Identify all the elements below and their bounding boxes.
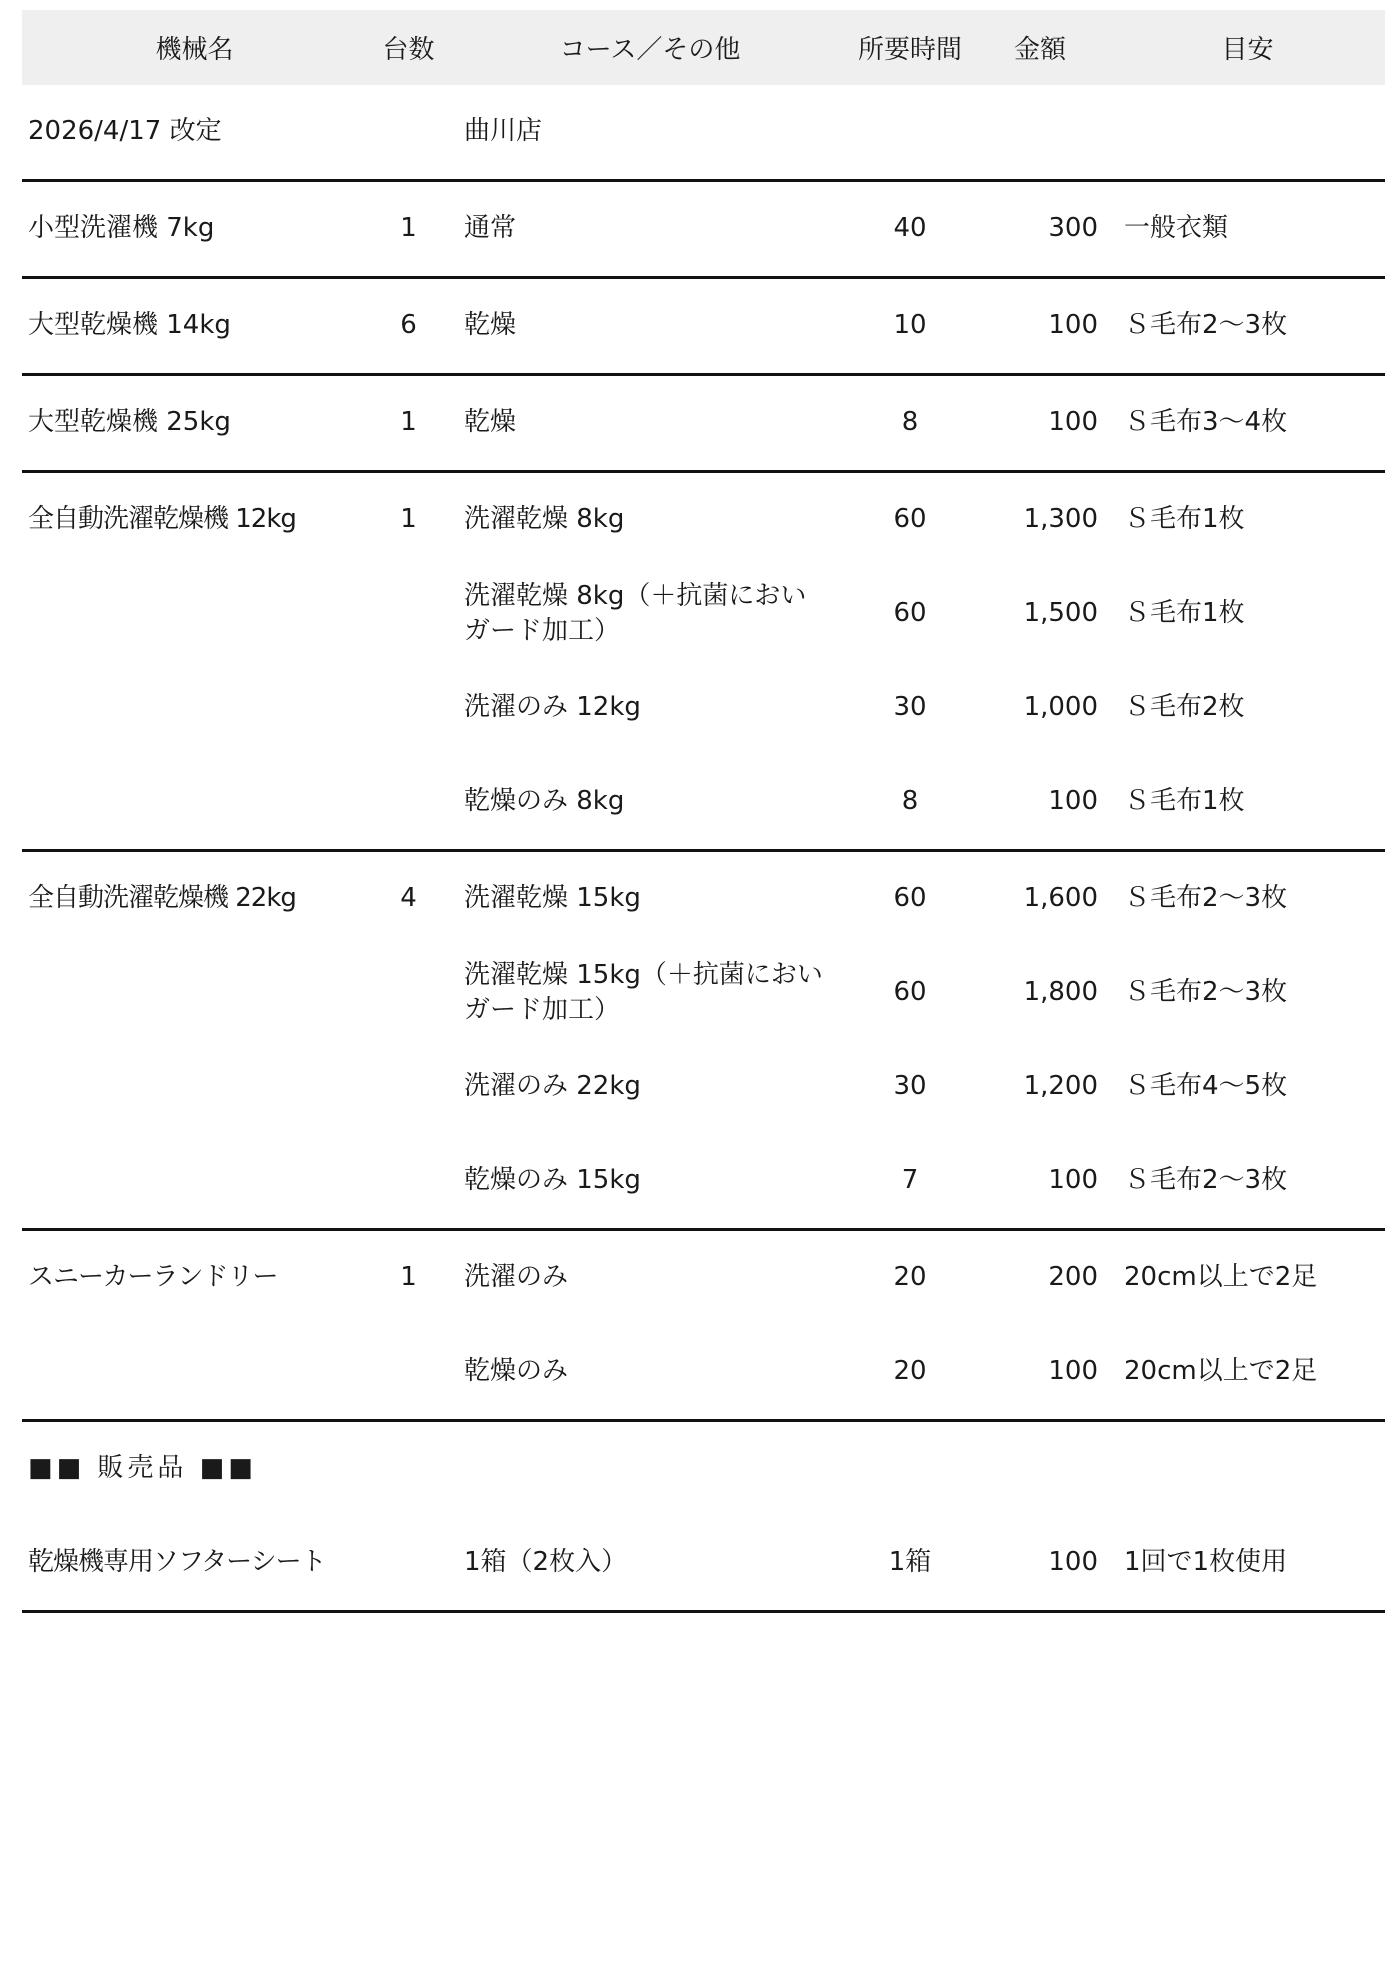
- course-name: 通常: [450, 181, 850, 278]
- header-machine: 機械名: [22, 10, 367, 85]
- time-value: 8: [850, 755, 970, 851]
- machine-count: 1: [400, 1262, 417, 1293]
- price-value: 100: [970, 278, 1110, 375]
- meta-row: [22, 85, 1385, 181]
- price-value: 1,800: [1023, 977, 1098, 1008]
- sales-heading-row: [22, 1421, 1385, 1517]
- machine-count: 4: [400, 883, 417, 914]
- table-row: [22, 946, 1385, 1040]
- header-row: [22, 10, 1385, 85]
- header-count: 台数: [367, 10, 450, 85]
- guide-text: Ｓ毛布3～4枚: [1110, 375, 1385, 472]
- course-name: 洗濯乾燥 15kg: [464, 883, 641, 914]
- guide-text: 20cm以上で2足: [1124, 1262, 1318, 1293]
- time-value: 30: [893, 692, 927, 723]
- table-row: [22, 1230, 1385, 1326]
- course-name: 乾燥: [450, 375, 850, 472]
- machine-count: 1: [367, 375, 450, 472]
- sales-heading-text: ■■ 販売品 ■■: [28, 1453, 257, 1484]
- time-value: 60: [893, 504, 927, 535]
- table-row: [22, 1040, 1385, 1134]
- time-value: 10: [850, 278, 970, 375]
- guide-text: Ｓ毛布1枚: [1110, 755, 1385, 851]
- item-course: 1箱（2枚入）: [450, 1516, 850, 1612]
- guide-text: Ｓ毛布2～3枚: [1110, 278, 1385, 375]
- table-row: [22, 278, 1385, 375]
- guide-text: Ｓ毛布4～5枚: [1124, 1071, 1288, 1102]
- time-value: 7: [850, 1134, 970, 1230]
- price-value: 100: [970, 375, 1110, 472]
- item-price: 100: [970, 1516, 1110, 1612]
- table-row: [22, 375, 1385, 472]
- guide-text: Ｓ毛布2～3枚: [1124, 977, 1288, 1008]
- item-quantity: 1箱: [850, 1516, 970, 1612]
- price-value: 200: [1048, 1262, 1098, 1293]
- course-name: 洗濯乾燥 15kg（＋抗菌においガード加工）: [464, 959, 823, 1025]
- time-value: 60: [893, 977, 927, 1008]
- sales-heading: [22, 1421, 1385, 1517]
- time-value: 20: [850, 1325, 970, 1421]
- guide-text: Ｓ毛布2～3枚: [1110, 1134, 1385, 1230]
- time-value: 8: [850, 375, 970, 472]
- price-table: [22, 10, 1385, 1613]
- machine-count: 6: [367, 278, 450, 375]
- price-value: 100: [970, 1134, 1110, 1230]
- price-value: 1,600: [1023, 883, 1098, 914]
- table-row: [22, 181, 1385, 278]
- course-name: 洗濯のみ 12kg: [464, 692, 641, 723]
- machine-count: 1: [367, 181, 450, 278]
- price-value: 300: [970, 181, 1110, 278]
- price-value: 1,000: [1023, 692, 1098, 723]
- course-name: 洗濯のみ 22kg: [464, 1071, 641, 1102]
- table-row: [22, 472, 1385, 568]
- machine-count: 1: [400, 504, 417, 535]
- guide-text: 20cm以上で2足: [1110, 1325, 1385, 1421]
- guide-text: Ｓ毛布2～3枚: [1124, 883, 1288, 914]
- header-time: 所要時間: [850, 10, 970, 85]
- price-value: 1,500: [1023, 598, 1098, 629]
- table-row: [22, 851, 1385, 947]
- machine-name: スニーカーランドリー: [28, 1262, 278, 1293]
- table-row: [22, 661, 1385, 755]
- course-name: 乾燥のみ 15kg: [450, 1134, 850, 1230]
- table-row: [22, 755, 1385, 851]
- machine-name: 小型洗濯機 7kg: [22, 181, 367, 278]
- time-value: 40: [850, 181, 970, 278]
- guide-text: Ｓ毛布1枚: [1124, 598, 1245, 629]
- time-value: 60: [893, 883, 927, 914]
- course-name: 洗濯のみ: [464, 1262, 569, 1293]
- guide-text: Ｓ毛布1枚: [1124, 504, 1245, 535]
- time-value: 30: [893, 1071, 927, 1102]
- item-guide: 1回で1枚使用: [1110, 1516, 1385, 1612]
- item-name: 乾燥機専用ソフターシート: [22, 1516, 367, 1612]
- header-price: 金額: [970, 10, 1110, 85]
- header-guide: 目安: [1110, 10, 1385, 85]
- price-value: 100: [970, 755, 1110, 851]
- time-value: 20: [893, 1262, 927, 1293]
- machine-name: 全自動洗濯乾燥機 22kg: [28, 883, 296, 914]
- table-row: [22, 1516, 1385, 1612]
- guide-text: Ｓ毛布2枚: [1124, 692, 1245, 723]
- machine-name: 大型乾燥機 14kg: [22, 278, 367, 375]
- price-value: 100: [970, 1325, 1110, 1421]
- course-name: 乾燥: [450, 278, 850, 375]
- course-name: 乾燥のみ: [450, 1325, 850, 1421]
- store-name: 曲川店: [450, 85, 850, 181]
- table-row: [22, 567, 1385, 661]
- time-value: 60: [893, 598, 927, 629]
- guide-text: 一般衣類: [1110, 181, 1385, 278]
- course-name: 洗濯乾燥 8kg（＋抗菌においガード加工）: [464, 580, 807, 646]
- course-name: 乾燥のみ 8kg: [450, 755, 850, 851]
- price-value: 1,300: [1023, 504, 1098, 535]
- header-course: コース／その他: [450, 10, 850, 85]
- table-row: [22, 1325, 1385, 1421]
- machine-name: 大型乾燥機 25kg: [22, 375, 367, 472]
- price-value: 1,200: [1023, 1071, 1098, 1102]
- revision-date: 2026/4/17 改定: [22, 85, 367, 181]
- machine-name: 全自動洗濯乾燥機 12kg: [28, 504, 296, 535]
- course-name: 洗濯乾燥 8kg: [464, 504, 625, 535]
- table-row: [22, 1134, 1385, 1230]
